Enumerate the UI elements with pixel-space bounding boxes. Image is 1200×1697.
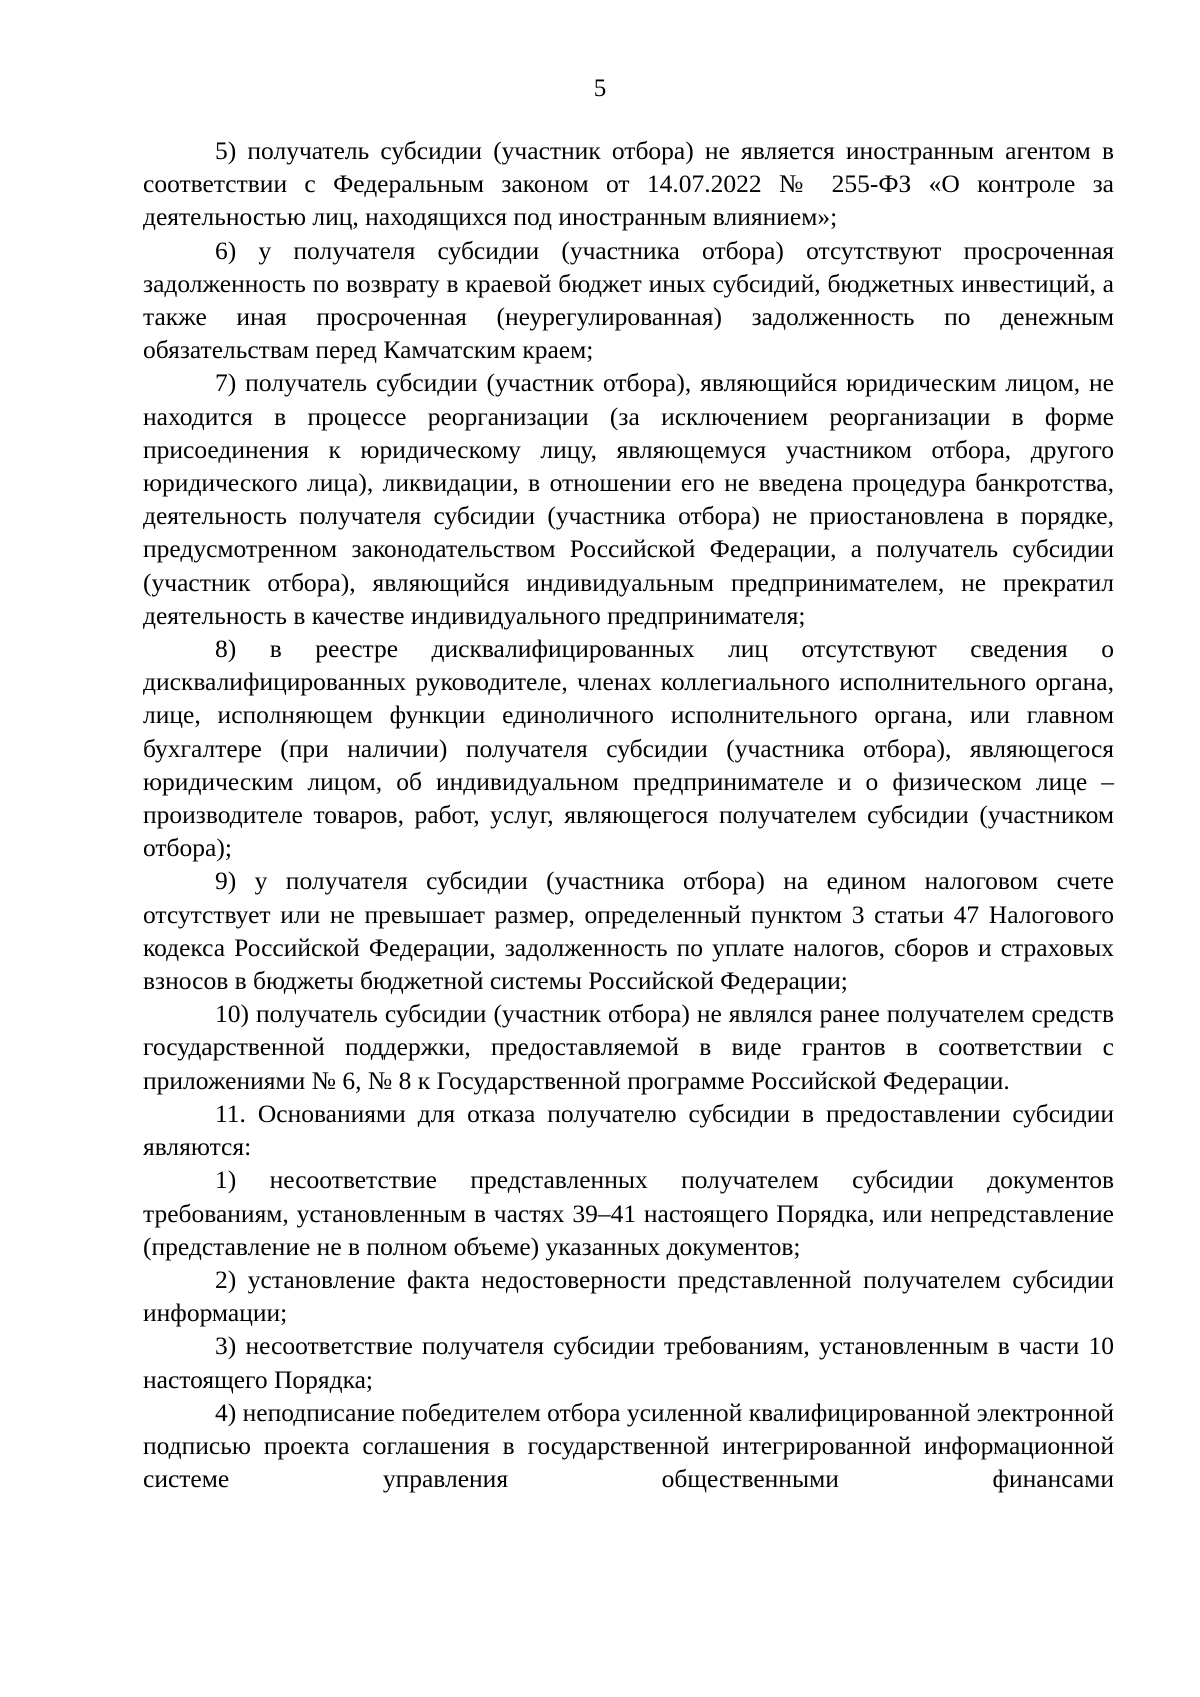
paragraph-reason-1: 1) несоответствие представленных получателем субсидии документов требованиям, установленным в частях 39–41 настоящего Порядка, или непредставление (представление не в полном объеме) указанных документов; (143, 1165, 1114, 1261)
paragraph-item-5: 5) получатель субсидии (участник отбора) не является иностранным агентом в соответствии с Федеральным законом от 14.07.2022 № 255-ФЗ «О контроле за деятельностью лиц, находящихся под иностранным влиянием»; (143, 136, 1114, 232)
paragraph-item-9: 9) у получателя субсидии (участника отбора) на едином налоговом счете отсутствует или не превышает размер, определенный пунктом 3 статьи 47 Налогового кодекса Российской Федерации, задолженность по уплате налогов, сборов и страховых взносов в бюджеты бюджетной системы Российской Федерации; (143, 866, 1114, 996)
paragraph-item-6: 6) у получателя субсидии (участника отбора) отсутствуют просроченная задолженность по возврату в краевой бюджет иных субсидий, бюджетных инвестиций, а также иная просроченная (неурегулированная) задолженность по денежным обязательствам перед Камчатским краем; (143, 235, 1114, 365)
paragraph-reason-4: 4) неподписание победителем отбора усиленной квалифицированной электронной подписью проекта соглашения в государственной интегрированной информационной системе управления общественными финансами (143, 1397, 1114, 1494)
paragraph-reason-3: 3) несоответствие получателя субсидии требованиям, установленным в части 10 настоящего Порядка; (143, 1331, 1114, 1394)
document-body (143, 134, 1114, 1495)
paragraph-item-8: 8) в реестре дисквалифицированных лиц отсутствуют сведения о дисквалифицированных руководителе, членах коллегиального исполнительного органа, лице, исполняющем функции единоличного исполнительного органа, или главном бухгалтере (при наличии) получателя субсидии (участника отбора), являющегося юридическим лицом, об индивидуальном предпринимателе и о физическом лице – производителе товаров, работ, услуг, являющегося получателем субсидии (участником отбора); (143, 634, 1114, 863)
paragraph-reason-2: 2) установление факта недостоверности представленной получателем субсидии информации; (143, 1264, 1114, 1328)
paragraph-item-7: 7) получатель субсидии (участник отбора), являющийся юридическим лицом, не находится в процессе реорганизации (за исключением реорганизации в форме присоединения к юридическому лицу, являющемуся участником отбора, другого юридического лица), ликвидации, в отношении его не введена процедура банкротства, деятельность получателя субсидии (участника отбора) не приостановлена в порядке, предусмотренном законодательством Российской Федерации, а получатель субсидии (участник отбора), являющийся индивидуальным предпринимателем, не прекратил деятельность в качестве индивидуального предпринимателя; (143, 368, 1114, 630)
paragraph-item-10: 10) получатель субсидии (участник отбора) не являлся ранее получателем средств государственной поддержки, предоставляемой в виде грантов в соответствии с приложениями № 6, № 8 к Государственной программе Российской Федерации. (143, 999, 1114, 1095)
paragraph-section-11: 11. Основаниями для отказа получателю субсидии в предоставлении субсидии являются: (143, 1098, 1114, 1162)
page-number: 5 (593, 75, 607, 102)
